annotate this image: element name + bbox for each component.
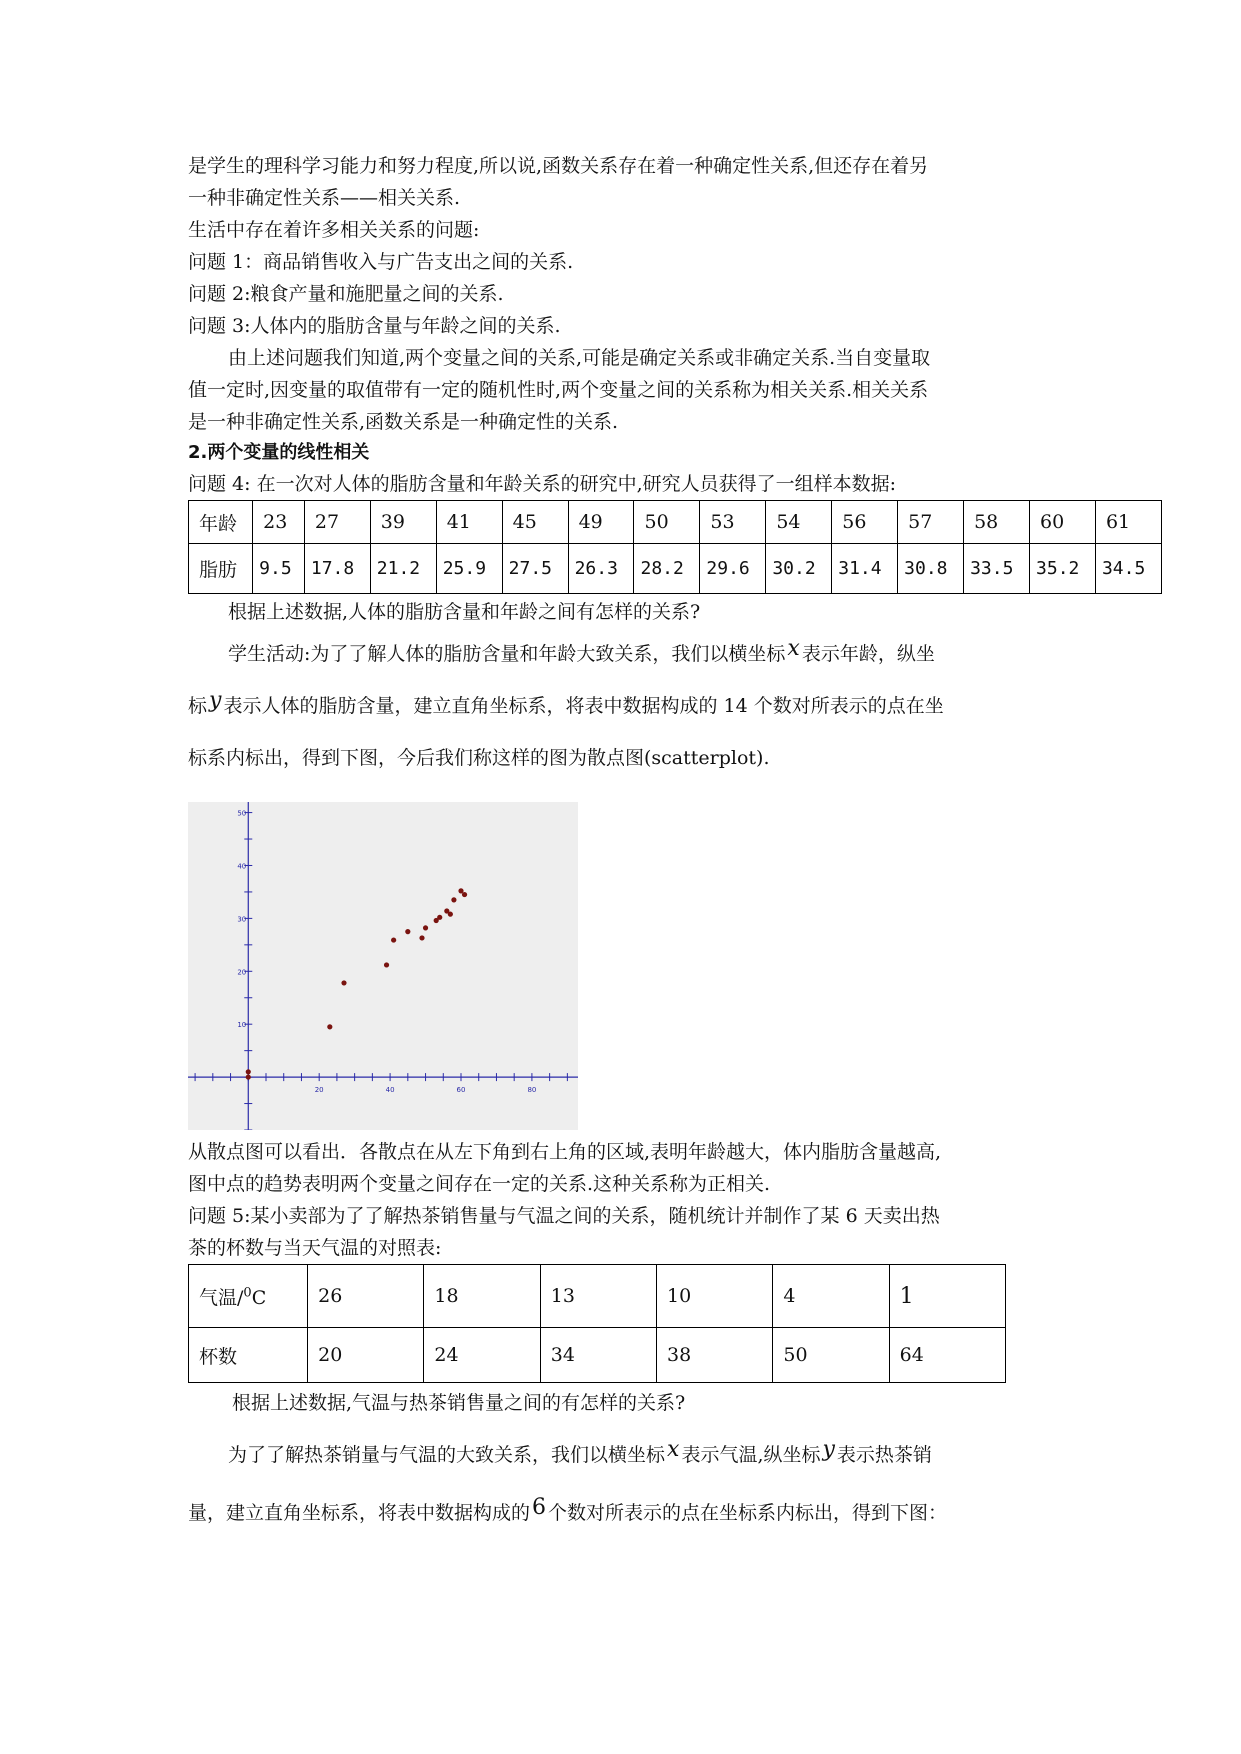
y-tick-label: 50 — [237, 809, 247, 818]
table-cell: 50 — [773, 1328, 889, 1383]
text-line: 是学生的理科学习能力和努力程度,所以说,函数关系存在着一种确定性关系,但还存在着另 — [188, 155, 929, 177]
text-line: 从散点图可以看出．各散点在从左下角到右上角的区域,表明年龄越大，体内脂肪含量越高, — [188, 1141, 942, 1163]
text-line: 生活中存在着许多相关关系的问题: — [188, 219, 480, 241]
table-cell: 39 — [370, 501, 436, 544]
scatter-point — [384, 962, 389, 967]
document-page — [188, 150, 1146, 1539]
scatter-point — [462, 892, 467, 897]
table-cell: 29.6 — [700, 544, 766, 594]
table-cell: 41 — [436, 501, 502, 544]
problem-2: 问题 2:粮食产量和施肥量之间的关系. — [188, 283, 504, 305]
math-y: y — [822, 1437, 835, 1462]
scatter-point — [405, 929, 410, 934]
scatter-point — [246, 1069, 251, 1074]
table-cell: 26.3 — [568, 544, 634, 594]
table-cell: 30.2 — [766, 544, 832, 594]
table-cell: 49 — [568, 501, 634, 544]
problem-1: 问题 1：商品销售收入与广告支出之间的关系. — [188, 251, 574, 273]
table-cell: 45 — [502, 501, 568, 544]
text-span: 个数对所表示的点在坐标系内标出，得到下图： — [548, 1502, 948, 1524]
table-cell: 27.5 — [502, 544, 568, 594]
question-4: 根据上述数据,人体的脂肪含量和年龄之间有怎样的关系? — [228, 601, 701, 623]
row-label-fat: 脂肪 — [189, 544, 253, 594]
table-cell: 27 — [304, 501, 370, 544]
table-cell: 53 — [700, 501, 766, 544]
table-cell: 30.8 — [898, 544, 964, 594]
activity-line — [188, 680, 1058, 732]
table-cell: 9.5 — [253, 544, 305, 594]
table-cell: 10 — [657, 1265, 773, 1328]
table-cell: 28.2 — [634, 544, 700, 594]
text-span: 学生活动:为了了解人体的脂肪含量和年龄大致关系，我们以横坐标 — [228, 643, 786, 665]
table-row — [189, 1265, 1006, 1328]
table-cell: 25.9 — [436, 544, 502, 594]
text-span: 为了了解热茶销量与气温的大致关系，我们以横坐标 — [228, 1444, 666, 1466]
math-six: 6 — [532, 1495, 547, 1520]
table-cell: 35.2 — [1030, 544, 1096, 594]
x-tick-label: 60 — [456, 1086, 466, 1095]
row-label-cups: 杯数 — [189, 1328, 308, 1383]
problem-3: 问题 3:人体内的脂肪含量与年龄之间的关系. — [188, 315, 561, 337]
scatter-point — [451, 897, 456, 902]
y-tick-label: 40 — [237, 862, 247, 871]
y-tick-label: 10 — [237, 1021, 247, 1030]
table-cell: 24 — [424, 1328, 540, 1383]
table-cell: 57 — [898, 501, 964, 544]
text-span: 表示年龄，纵坐 — [801, 643, 935, 665]
final-line — [188, 1429, 1058, 1481]
table-cell: 58 — [964, 501, 1030, 544]
table-cell: 20 — [308, 1328, 424, 1383]
age-fat-table — [188, 500, 1162, 594]
scatter-point — [423, 925, 428, 930]
table-row — [189, 501, 1162, 544]
table-cell: 34 — [540, 1328, 656, 1383]
table-cell: 17.8 — [304, 544, 370, 594]
activity-line: 标系内标出，得到下图，今后我们称这样的图为散点图(scatterplot). — [188, 747, 770, 769]
table-cell: 26 — [308, 1265, 424, 1328]
text-span: 表示热茶销 — [836, 1444, 932, 1466]
table-cell: 4 — [773, 1265, 889, 1328]
table-cell: 64 — [889, 1328, 1005, 1383]
section-heading: 2.两个变量的线性相关 — [188, 442, 370, 463]
table-cell: 23 — [253, 501, 305, 544]
label-text: C — [251, 1286, 267, 1309]
scatter-svg — [188, 802, 578, 1130]
row-label-age: 年龄 — [189, 501, 253, 544]
table-row — [189, 1328, 1006, 1383]
problem-5: 问题 5:某小卖部为了了解热茶销售量与气温之间的关系，随机统计并制作了某 6 天卖出热 — [188, 1205, 940, 1227]
table-cell: 1 — [889, 1265, 1005, 1328]
table-cell: 18 — [424, 1265, 540, 1328]
conclusion-paragraph — [188, 1136, 1058, 1264]
text-line: 由上述问题我们知道,两个变量之间的关系,可能是确定关系或非确定关系.当自变量取 — [228, 347, 931, 369]
problem-4: 问题 4: 在一次对人体的脂肪含量和年龄关系的研究中,研究人员获得了一组样本数据: — [188, 473, 897, 495]
scatter-plot — [188, 802, 578, 1130]
text-line: 一种非确定性关系——相关关系. — [188, 187, 461, 209]
text-span: 标 — [188, 695, 208, 717]
x-tick-label: 80 — [527, 1086, 537, 1095]
intro-paragraph — [188, 150, 1058, 342]
scatter-point — [391, 937, 396, 942]
table-cell: 61 — [1095, 501, 1161, 544]
text-span: 表示人体的脂肪含量，建立直角坐标系，将表中数据构成的 14 个数对所表示的点在坐 — [223, 695, 944, 717]
table-row — [189, 544, 1162, 594]
text-line: 茶的杯数与当天气温的对照表: — [188, 1237, 442, 1259]
table-cell: 54 — [766, 501, 832, 544]
math-x: x — [667, 1437, 680, 1462]
table-cell: 50 — [634, 501, 700, 544]
activity-line — [188, 628, 1058, 680]
scatter-point — [448, 912, 453, 917]
table-cell: 31.4 — [832, 544, 898, 594]
text-line: 值一定时,因变量的取值带有一定的随机性时,两个变量之间的关系称为相关关系.相关关系 — [188, 379, 929, 401]
y-tick-label: 20 — [237, 968, 247, 977]
scatter-point — [341, 980, 346, 985]
table-cell: 34.5 — [1095, 544, 1161, 594]
scatter-point — [327, 1024, 332, 1029]
scatter-point — [246, 1074, 251, 1079]
degree-sup: 0 — [243, 1285, 252, 1301]
text-line: 是一种非确定性关系,函数关系是一种确定性的关系. — [188, 411, 619, 433]
row-label-temperature — [189, 1265, 308, 1328]
plot-background — [188, 802, 578, 1130]
table-cell: 38 — [657, 1328, 773, 1383]
math-y: y — [209, 688, 222, 713]
temp-cups-table — [188, 1264, 1006, 1383]
definition-paragraph — [188, 342, 1058, 438]
text-span: 量，建立直角坐标系，将表中数据构成的 — [188, 1502, 531, 1524]
table-cell: 21.2 — [370, 544, 436, 594]
x-tick-label: 40 — [385, 1086, 395, 1095]
math-x: x — [787, 636, 800, 661]
table-cell: 33.5 — [964, 544, 1030, 594]
label-text: 气温/ — [199, 1286, 244, 1309]
table-cell: 56 — [832, 501, 898, 544]
scatter-point — [437, 915, 442, 920]
table-cell: 13 — [540, 1265, 656, 1328]
scatter-point — [419, 935, 424, 940]
x-tick-label: 20 — [314, 1086, 324, 1095]
question-5: 根据上述数据,气温与热茶销售量之间的有怎样的关系? — [232, 1392, 686, 1414]
text-span: 表示气温,纵坐标 — [681, 1444, 821, 1466]
text-line: 图中点的趋势表明两个变量之间存在一定的关系.这种关系称为正相关. — [188, 1173, 771, 1195]
y-tick-label: 30 — [237, 915, 247, 924]
final-line — [188, 1487, 1058, 1539]
table-cell: 60 — [1030, 501, 1096, 544]
